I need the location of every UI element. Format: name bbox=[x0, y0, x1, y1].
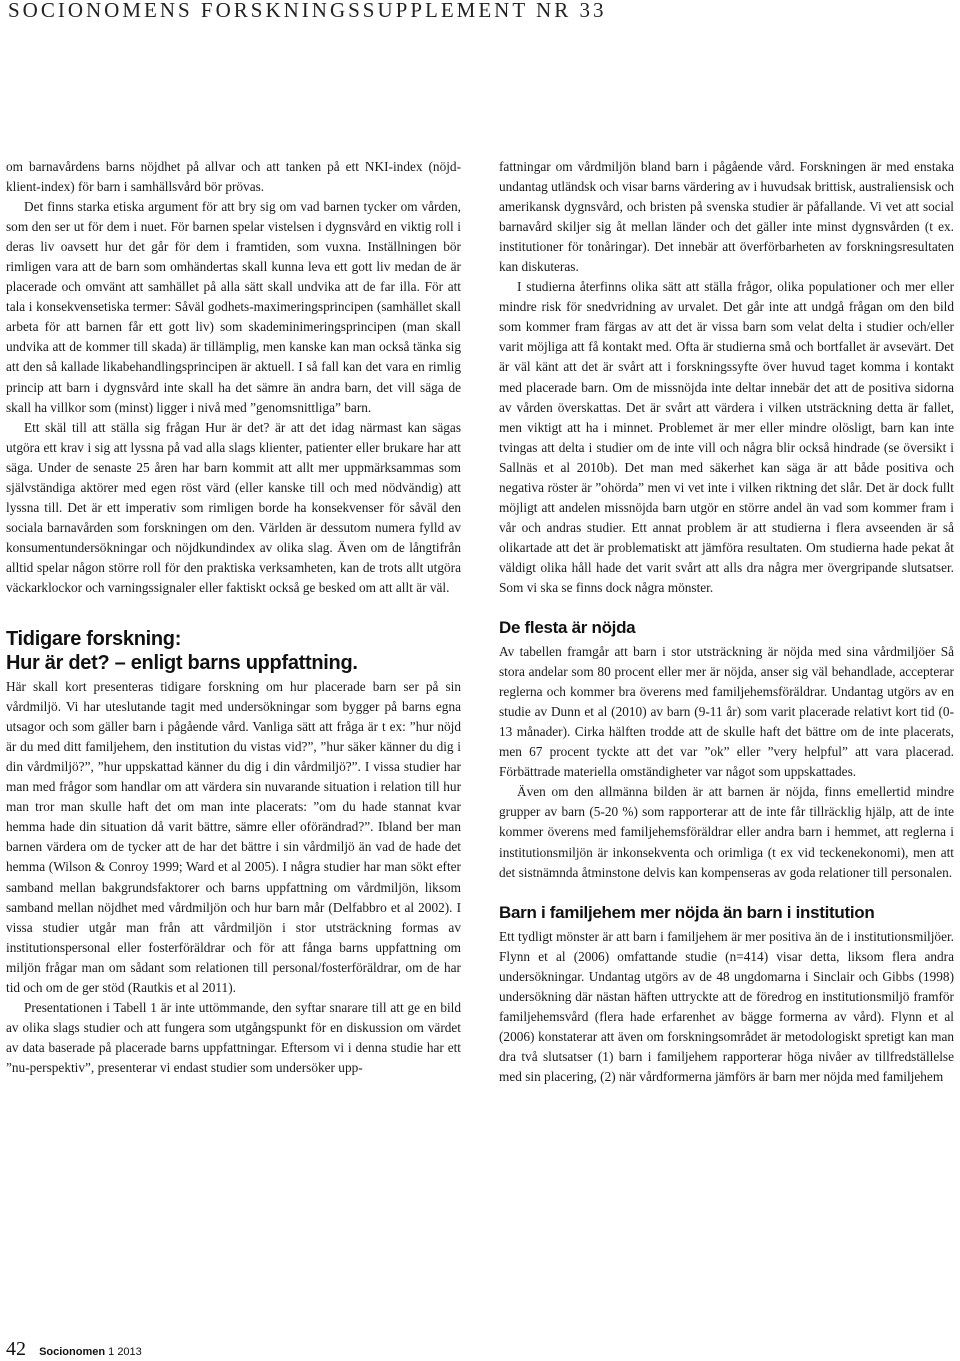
paragraph: Ett tydligt mönster är att barn i familjehem är mer positiva än de i institutionsmiljöer. Flynn et al (2006) omfattande studie (n=414) visar detta, liksom flera andra undersökningar. Undantag utgörs av de 48 ungdomarna i Sinclair och Gibbs (1998) undersökning där nästan häften uttryckte att de föredrog en institutionsmiljö framför familjehemsvård (flera hade erfarenhet av bägge formerna av vård). Flynn et al (2006) konstaterar att även om forskningsområdet är metodologiskt spretigt kan man dra två slutsatser (1) barn i familjehem rapporterar höga nivåer av tillfredställelse med sin placering, (2) när vårdformerna jämförs är barn mer nöjda med familjehem bbox=[499, 928, 954, 1084]
paragraph: Här skall kort presenteras tidigare forskning om hur placerade barn ser på sin vårdmiljö. Vi har uteslutande tagit med undersökningar som bygger på barns egna utsagor och som gäller barn i pågående vård. Vanliga sätt att fråga är t ex: ”hur nöjd är du med ditt familjehem, den institution du vistas vid?”, ”hur säker känner du dig i din vårdmiljö?”, ”hur uppskattad känner du dig i din vårdmiljö?”. I vissa studier har man med frågor som handlar om att värdera sin nuvarande situation i relation till hur man tror man skulle haft det om man inte placerats: ”om du hade stannat kvar hemma hade din situation då varit bättre, sämre eller oförändrad?”. Ibland ber man barnen värdera om de tycker att de har det bättre i sin vårdmiljö än vad de hade det hemma (Wilson & Conroy 1999; Ward et al 2005). I några studier har man sökt efter samband mellan bakgrundsfaktorer och barns uppfattning om vårdmiljön, liksom samband mellan nöjdhet med vårdmiljön och hur barn mår (Delfabbro et al 2002). I vissa studier utgår man från att vårdmiljön i stor utsträckning formas av institutionspersonal eller fosterföräldrar och för att fånga barns uppfattning om miljön frågar man om sådant som relationen till personal/fosterföräldrar, om de har tid och om de ger stöd (Rautkis et al 2011). bbox=[6, 679, 461, 995]
paragraph: Presentationen i Tabell 1 är inte uttömmande, den syftar snarare till att ge en bild av olika slags studier och att fungera som utgångspunkt för en diskussion om värdet av data baserade på placerade barns uppfattningar. Eftersom vi i denna studie har ett ”nu-perspektiv”, presenterar vi endast studier som undersöker upp- bbox=[6, 999, 461, 1075]
page-number: 42 bbox=[6, 1338, 26, 1360]
paragraph: Av tabellen framgår att barn i stor utsträckning är nöjda med sina vårdmiljöer Så stora andelar som 80 procent eller mer är nöjda, anser sig väl behandlade, accepterar reglerna och kommer bra överens med familjehemsföräldrar. Undantag utgörs av en studie av Dunn et al (2010) av barn (9-11 år) som varit placerade relativt kort tid (0-13 månader). Cirka hälften trodde att de skulle haft det bättre om de inte placerats, men 67 procent tyckte att det var ”ok” eller ”very helpful” att vara placerad. Förbättrade materiella omständigheter var något som uppskattades. bbox=[499, 644, 954, 780]
section-heading-line-2: Hur är det? – enligt barns uppfattning. bbox=[6, 652, 358, 675]
journal-issue: 1 2013 bbox=[108, 1346, 142, 1358]
section-heading bbox=[6, 627, 461, 675]
right-column bbox=[499, 157, 954, 1087]
paragraph: I studierna återfinns olika sätt att ställa frågor, olika populationer och mer eller mindre risk för snedvridning av urvalet. Det går inte att undgå frågan om den bild som kommer fram färgas av att det är vissa barn som velat delta i studier och/eller varit möjliga att få kontakt med. Ofta är studierna små och bortfallet är avsevärt. Det är väl känt att det är svårt att i forskningssyfte över huvud taget komma i kontakt med placerade barn. Om de missnöjda inte deltar innebär det att de positiva sidorna av vården överskattas. Det är svårt att värdera i vilken utsträckning detta är fallet, men viktigt att ha i minnet. Problemet är mer eller mindre olösligt, barn kan inte tvingas att delta i studier om de inte vill och några blir också hindrade (se översikt i Sallnäs et al 2010b). Det man med säkerhet kan säga är att både positiva och negativa röster är ”ohörda” men vi vet inte i vilken riktning det slår. Det är dock fullt möjligt att andelen missnöjda barn utgör en större andel än vad som kommer fram i vår och andras studier. Ett annat problem är att studierna i flera avseenden är så olikartade att det är problematiskt att jämföra resultaten. Om studierna hade pekat åt väldigt olika håll hade det varit svårt att alls dra några mer övergripande slutsatser. Som vi ska se finns dock några mönster. bbox=[499, 279, 954, 595]
subheading-familjehem: Barn i familjehem mer nöjda än barn i institution bbox=[499, 902, 875, 922]
running-head: SOCIONOMENS FORSKNINGSSUPPLEMENT NR 33 bbox=[8, 0, 607, 22]
paragraph: Även om den allmänna bilden är att barnen är nöjda, finns emellertid mindre grupper av barn (5-20 %) som rapporterar att de inte får tillräcklig hjälp, att de inte kommer överens med familjehemsföräldrar eller andra barn i hemmet, att reglerna i institutionsmiljön är inkonsekventa och orimliga (t ex vid teckenekonomi), men att det sistnämnda åtminstone delvis kan kompenseras av goda relationer till personalen. bbox=[499, 784, 954, 880]
paragraph: Ett skäl till att ställa sig frågan Hur är det? är att det idag närmast kan sägas utgöra ett krav i sig att lyssna på vad alla slags klienter, patienter eller brukare har att säga. Under de senaste 25 åren har barn kommit att allt mer uppmärksammas som självständiga aktörer med egen röst värd (eller kanske till och med nödvändig) att lyssna till. Det är ett imperativ som rimligen borde ha konsekvenser för såväl den sociala barnavården som forskningen om den. Världen är dessutom numera fylld av konsumentundersökningar och nöjdkundindex av olika slag. Även om de långtifrån alltid spelar någon större roll för den praktiska verksamheten, kan de trots allt utgöra väckarklockor och varningssignaler eller faktiskt också ge besked om att allt är väl. bbox=[6, 419, 461, 595]
section-heading-line-1: Tidigare forskning: bbox=[6, 628, 182, 651]
journal-name: Socionomen bbox=[39, 1346, 106, 1358]
subheading-nojda: De flesta är nöjda bbox=[499, 618, 636, 638]
left-column bbox=[6, 157, 461, 1078]
paragraph: Det finns starka etiska argument för att bry sig om vad barnen tycker om vården, som den ser ut för dem i nuet. För barnen spelar vistelsen i dygnsvård en viktig roll i deras liv oavsett hur det går för dem i framtiden, som vuxna. Inställningen bör rimligen vara att de barn som omhändertas skall kunna leva ett gott liv medan de är placerade och omvänt att samhället på alla sätt skall undvika att de far illa. För att tala i konsekvensetiska termer: Såväl godhets-maximeringsprincipen (samhället skall arbeta för att barnen får ett gott liv) som skademinimeringsprincipen (man skall undvika att de kommer till skada) är tillämplig, men kanske kan man också tänka sig att den så kallade likabehandlingsprincipen är aktuell. I så fall kan det vara en rimlig princip att barn i dygnsvård inte skall ha det sämre än andra barn, det vill säga de skall ha villkor som (minst) ligger i nivå med ”genomsnittliga” barn. bbox=[6, 199, 461, 415]
page-footer bbox=[6, 1338, 142, 1361]
paragraph: fattningar om vårdmiljön bland barn i pågående vård. Forskningen är med enstaka undantag utländsk och visar barns värdering av i huvudsak brittisk, australiensisk och amerikansk dygnsvård, och bristen på svenska studier är påfallande. Vi vet att social barnavård skiljer sig åt mellan länder och det gäller inte minst dygnsvården (t ex. institutioner för tonåringar). Det innebär att överförbarheten av forskningsresultaten kan diskuteras. bbox=[499, 159, 954, 275]
paragraph: om barnavårdens barns nöjdhet på allvar och att tanken på ett NKI-index (nöjd-klient-index) för barn i samhällsvård bör prövas. bbox=[6, 159, 461, 195]
